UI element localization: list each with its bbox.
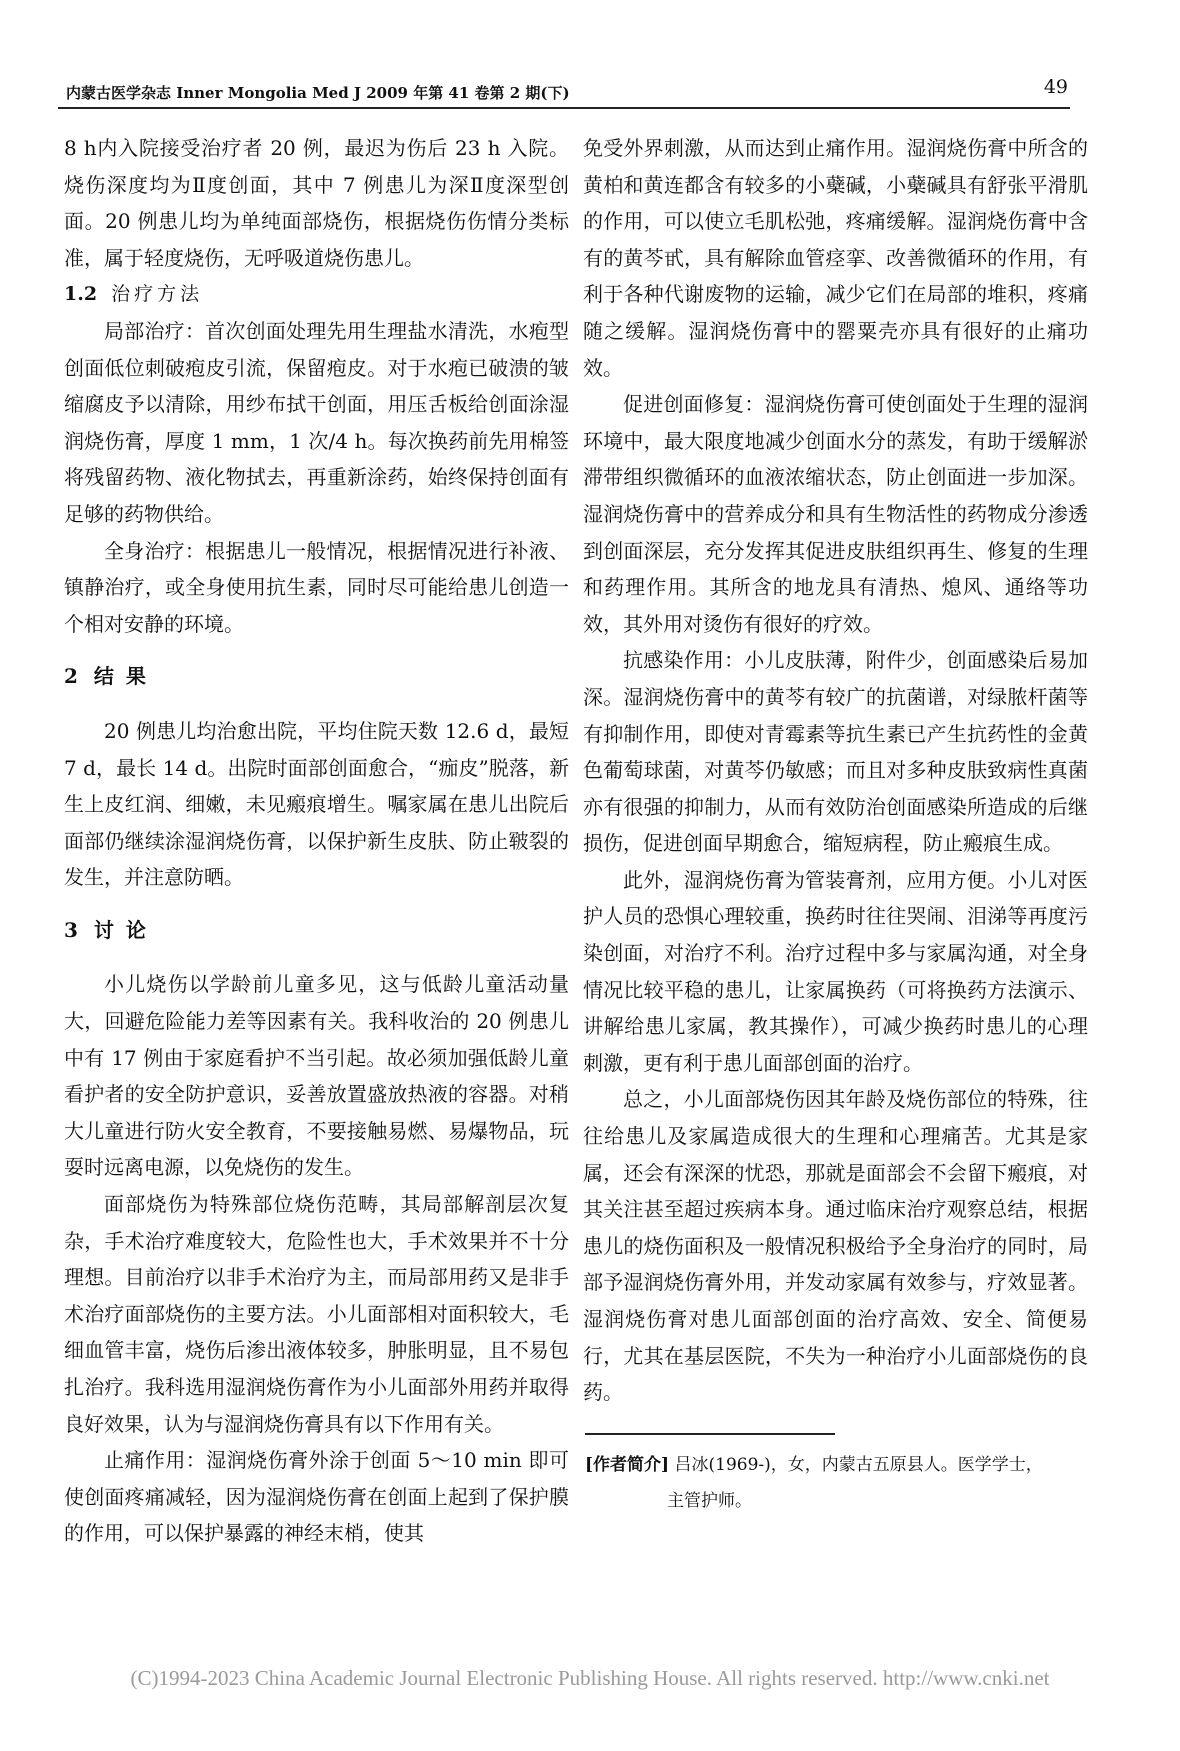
subsection-heading-1-2 (64, 276, 569, 313)
left-column (64, 130, 569, 1552)
journal-citation: 内蒙古医学杂志 Inner Mongolia Med J 2009 年第 41 卷第 2 期(下) (66, 84, 570, 102)
paragraph-wound-repair: 促进创面修复：湿润烧伤膏可使创面处于生理的湿润环境中，最大限度地减少创面水分的蒸发，有助于缓解淤滞带组织微循环的血液浓缩状态，防止创面进一步加深。湿润烧伤膏中的营养成分和具有生物活性的药物成分渗透到创面深层，充分发挥其促进皮肤组织再生、修复的生理和药理作用。其所含的地龙具有清热、熄风、通络等功效，其外用对烫伤有很好的疗效。 (583, 392, 1088, 636)
subsection-number: 1.2 (64, 283, 98, 306)
section-number: 2 (64, 664, 78, 689)
section-title: 结果 (93, 664, 158, 689)
section-heading-discussion (64, 912, 569, 949)
footnote-line-2: 主管护师。 (667, 1491, 752, 1511)
section-heading-results (64, 658, 569, 695)
paragraph-discussion-1: 小儿烧伤以学龄前儿童多见，这与低龄儿童活动量大，回避危险能力差等因素有关。我科收治的 20 例患儿中有 17 例由于家庭看护不当引起。故必须加强低龄儿童看护者的安全防护意识，妥善放置盛放热液的容器。对稍大儿童进行防火安全教育，不要接触易燃、易爆物品，玩耍时远离电源，以免烧伤的发生。 (64, 972, 569, 1180)
footnote-rule (585, 1433, 835, 1435)
paragraph-results: 20 例患儿均治愈出院，平均住院天数 12.6 d，最短 7 d，最长 14 d。出院时面部创面愈合，“痂皮”脱落，新生上皮红润、细嫩，未见瘢痕增生。嘱家属在患儿出院后面部仍继续涂湿润烧伤膏，以保护新生皮肤、防止皲裂的发生，并注意防晒。 (64, 718, 569, 890)
copyright-watermark: (C)1994-2023 China Academic Journal Electronic Publishing House. All rights reserved. http://www.cnki.net (130, 1666, 1050, 1690)
footnote-line-1 (585, 1447, 1100, 1483)
header-rule (58, 107, 1070, 109)
page-number: 49 (1043, 76, 1068, 98)
running-header (58, 76, 1068, 106)
paragraph-systemic-treatment: 全身治疗：根据患儿一般情况，根据情况进行补液、镇静治疗，或全身使用抗生素，同时尽可能给患儿创造一个相对安静的环境。 (64, 538, 569, 636)
paragraph-convenience: 此外，湿润烧伤膏为管装膏剂，应用方便。小儿对医护人员的恐惧心理较重，换药时往往哭闹、泪涕等再度污染创面，对治疗不利。治疗过程中多与家属沟通，对全身情况比较平稳的患儿，让家属换药（可将换药方法演示、讲解给患儿家属，教其操作），可减少换药时患儿的心理刺激，更有利于患儿面部创面的治疗。 (583, 867, 1088, 1075)
paragraph-conclusion: 总之，小儿面部烧伤因其年龄及烧伤部位的特殊，往往给患儿及家属造成很大的生理和心理痛苦。尤其是家属，还会有深深的忧恐，那就是面部会不会留下瘢痕，对其关注甚至超过疾病本身。通过临床治疗观察总结，根据患儿的烧伤面积及一般情况积极给予全身治疗的同时，局部予湿润烧伤膏外用，并发动家属有效参与，疗效显著。湿润烧伤膏对患儿面部创面的治疗高效、安全、简便易行，尤其在基层医院，不失为一种治疗小儿面部烧伤的良药。 (583, 1087, 1088, 1405)
right-column (583, 130, 1088, 1411)
footnote-text: 吕冰(1969-)，女，内蒙古五原县人。医学学士， (669, 1455, 1043, 1475)
section-number: 3 (64, 917, 78, 942)
paragraph-discussion-2: 面部烧伤为特殊部位烧伤范畴，其局部解剖层次复杂，手术治疗难度较大，危险性也大，手术效果并不十分理想。目前治疗以非手术治疗为主，而局部用药又是非手术治疗面部烧伤的主要方法。小儿面部相对面积较大，毛细血管丰富，烧伤后渗出液体较多，肿胀明显，且不易包扎治疗。我科选用湿润烧伤膏作为小儿面部外用药并取得良好效果，认为与湿润烧伤膏具有以下作用有关。 (64, 1192, 569, 1436)
section-title: 讨论 (93, 917, 158, 942)
paragraph-local-treatment: 局部治疗：首次创面处理先用生理盐水清洗，水疱型创面低位刺破疱皮引流，保留疱皮。对于水疱已破溃的皱缩腐皮予以清除，用纱布拭干创面，用压舌板给创面涂湿润烧伤膏，厚度 1 mm，1 次/4 h。每次换药前先用棉签将残留药物、液化物拭去，再重新涂药，始终保持创面有足够的药物供给。 (64, 318, 569, 526)
paragraph-analgesic-continued: 免受外界刺激，从而达到止痛作用。湿润烧伤膏中所含的黄柏和黄连都含有较多的小蘗碱，小蘗碱具有舒张平滑肌的作用，可以使立毛肌松弛，疼痛缓解。湿润烧伤膏中含有的黄芩甙，具有解除血管痉挛、改善微循环的作用，有利于各种代谢废物的运输，减少它们在局部的堆积，疼痛随之缓解。湿润烧伤膏中的罂粟壳亦具有很好的止痛功效。 (583, 136, 1088, 380)
paragraph-analgesic-effect: 止痛作用：湿润烧伤膏外涂于创面 5～10 min 即可使创面疼痛减轻，因为湿润烧伤膏在创面上起到了保护膜的作用，可以保护暴露的神经末梢，使其 (64, 1448, 569, 1546)
paragraph-anti-infection: 抗感染作用：小儿皮肤薄，附件少，创面感染后易加深。湿润烧伤膏中的黄芩有较广的抗菌谱，对绿脓杆菌等有抑制作用，即使对青霉素等抗生素已产生抗药性的金黄色葡萄球菌，对黄芩仍敏感；而且对多种皮肤致病性真菌亦有很强的抑制力，从而有效防治创面感染所造成的后继损伤，促进创面早期愈合，缩短病程，防止瘢痕生成。 (583, 648, 1088, 856)
footnote-label: [作者简介] (585, 1455, 670, 1475)
paragraph-patients: 8 h内入院接受治疗者 20 例，最迟为伤后 23 h 入院。烧伤深度均为Ⅱ度创面，其中 7 例患儿为深Ⅱ度深型创面。20 例患儿均为单纯面部烧伤，根据烧伤伤情分类标准，属于轻度烧伤，无呼吸道烧伤患儿。 (64, 136, 569, 270)
subsection-title: 治疗方法 (111, 283, 204, 306)
author-footnote (585, 1447, 1100, 1519)
